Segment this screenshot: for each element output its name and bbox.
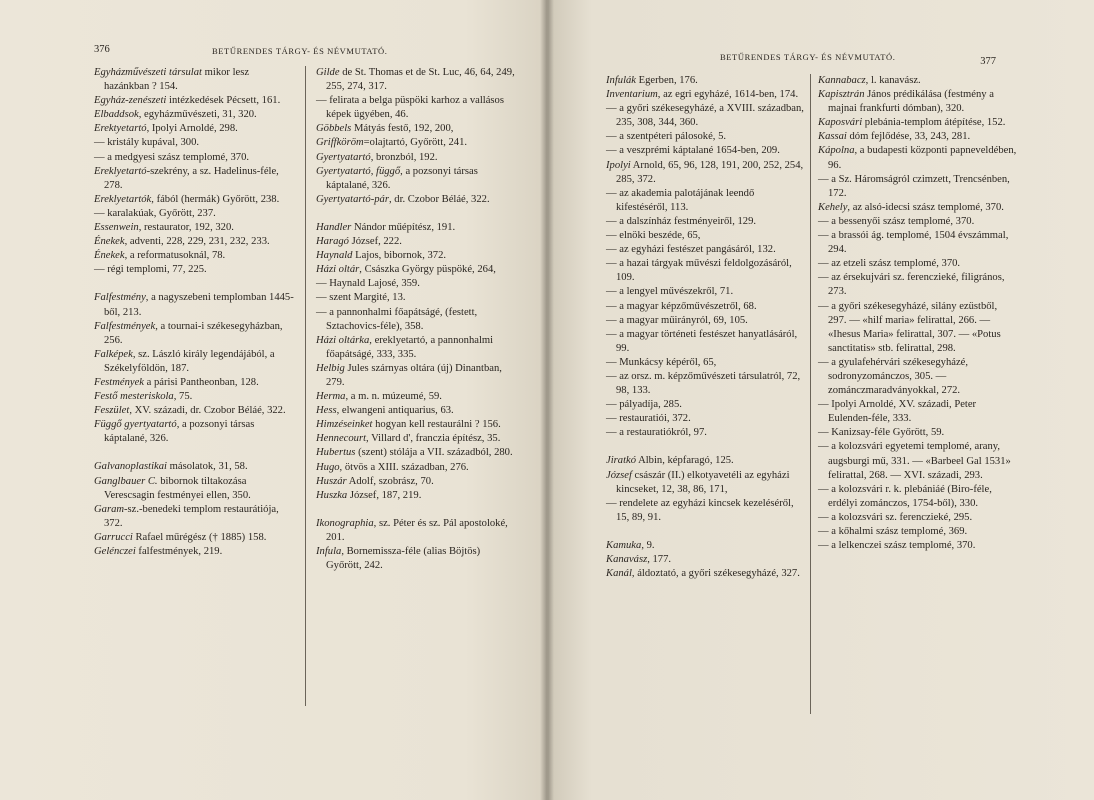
entry-text: , a pozsonyi társas káptalané, 326. xyxy=(326,165,478,191)
entry-text: — az érsekujvári sz. ferenczieké, filigrános, 273. xyxy=(818,272,1005,298)
entry-headword: Gyertyatartó-pár xyxy=(316,193,389,205)
index-entry xyxy=(94,122,294,136)
index-entry xyxy=(606,130,806,144)
index-entry xyxy=(94,136,294,150)
entry-headword: Haynald xyxy=(316,250,353,262)
entry-headword: Ereklyetartók xyxy=(94,193,152,205)
entry-headword: Hess xyxy=(316,405,337,417)
entry-text: , a pozsonyi társas káptalané, 326. xyxy=(104,419,255,445)
entry-headword: Egyház-zenészeti xyxy=(94,95,167,107)
index-entry xyxy=(316,277,516,291)
entry-text: , Ipolyi Arnoldé, 298. xyxy=(146,123,238,135)
index-column xyxy=(606,74,806,581)
entry-headword: Herma xyxy=(316,391,346,403)
entry-text: Rafael műrégész († 1885) 158. xyxy=(132,531,267,543)
index-entry xyxy=(94,320,294,348)
entry-text: , sz. Péter és sz. Pál apostoloké, 201. xyxy=(326,517,508,543)
entry-text: , az alsó-idecsi szász templomé, 370. xyxy=(847,201,1004,213)
entry-text: — szent Margité, 13. xyxy=(316,292,406,304)
entry-text: , sz. László király legendájából, a Székelyföldön, 187. xyxy=(104,348,275,374)
index-entry xyxy=(606,74,806,88)
index-entry xyxy=(94,404,294,418)
entry-headword: Hennecourt xyxy=(316,433,367,445)
entry-text: (szent) stólája a VII. századból, 280. xyxy=(355,447,513,459)
index-entry xyxy=(316,136,516,150)
entry-text: — az orsz. m. képzőművészeti társulatról, 72, 98, 133. xyxy=(606,370,801,397)
entry-text: Nándor műépítész, 191. xyxy=(351,221,456,233)
index-entry xyxy=(606,187,806,215)
entry-headword: Énekek xyxy=(94,236,125,248)
entry-headword: Énekek xyxy=(94,250,125,262)
index-entry xyxy=(316,193,516,207)
entry-text: Lajos, bibornok, 372. xyxy=(352,250,447,262)
index-entry xyxy=(94,418,294,446)
entry-text: — a magyar képzőművészetről, 68. xyxy=(606,300,757,312)
entry-text: — pályadíja, 285. xyxy=(606,399,682,411)
entry-text: dóm fejlődése, 33, 243, 281. xyxy=(846,131,971,143)
index-entry xyxy=(316,545,516,573)
entry-headword: Gelénczei xyxy=(94,546,136,557)
entry-headword: Kanavász xyxy=(606,554,648,565)
index-entry xyxy=(94,108,294,122)
entry-headword: Függő gyertyatartó xyxy=(94,419,177,431)
entry-text: , Villard d', franczia építész, 35. xyxy=(366,433,501,445)
index-entry xyxy=(818,440,1018,482)
index-entry xyxy=(316,235,516,249)
entry-headword: József xyxy=(606,469,632,481)
entry-text: József, 222. xyxy=(348,236,402,248)
index-entry xyxy=(94,460,294,474)
entry-text: , 75. xyxy=(173,391,193,403)
index-entry xyxy=(818,525,1018,539)
entry-text: — a dalszínház festményeiről, 129. xyxy=(606,215,757,227)
entry-text: — felirata a belga püspöki karhoz a vallásos képek ügyében, 46. xyxy=(316,95,504,121)
index-entry xyxy=(606,243,806,257)
running-head: BETŰRENDES TÁRGY- ÉS NÉVMUTATÓ. xyxy=(720,52,896,62)
index-entry xyxy=(818,398,1018,426)
entry-headword: Egyházművészeti társulat xyxy=(94,67,202,78)
entry-text: , a reformatusoknál, 78. xyxy=(124,250,226,262)
index-entry xyxy=(94,263,294,277)
index-entry xyxy=(606,426,806,440)
entry-text: , a budapesti központi papneveldében, 96. xyxy=(828,145,1017,171)
index-column xyxy=(818,74,1018,553)
entry-text: — a kolozsvári r. k. plebániáé (Biro-féle, erdélyi zománczos, 1754-ből), 330. xyxy=(818,483,992,509)
index-entry xyxy=(818,511,1018,525)
entry-headword: Himzéseinket xyxy=(316,419,373,431)
entry-text: , elwangeni antiquarius, 63. xyxy=(336,405,454,417)
index-entry xyxy=(606,144,806,158)
entry-headword: Falfestmény xyxy=(94,292,146,304)
entry-text: — az etzeli szász templomé, 370. xyxy=(818,258,961,270)
index-entry xyxy=(818,229,1018,257)
index-entry xyxy=(818,426,1018,440)
entry-text: — karalakúak, Győrött, 237. xyxy=(94,207,216,219)
column-divider xyxy=(810,74,811,714)
entry-headword: Gyertyatartó, függő xyxy=(316,165,401,177)
entry-text: — a kolozsvári sz. ferenczieké, 295. xyxy=(818,511,973,523)
entry-text: — a gyulafehérvári székesegyházé, sodronyzománczos, 305. — zománczmaradványokkal, 272. xyxy=(818,356,968,397)
index-entry xyxy=(818,300,1018,356)
entry-text: — Kanizsay-féle Győrött, 59. xyxy=(818,427,945,439)
index-entry xyxy=(316,461,516,475)
index-entry xyxy=(818,483,1018,511)
index-column xyxy=(94,66,294,559)
index-entry xyxy=(606,356,806,370)
entry-text: — a Sz. Háromságról czimzett, Trencsénben, 172. xyxy=(818,173,1010,199)
entry-text: , áldoztató, a győri székesegyházé, 327. xyxy=(631,568,800,580)
index-entry xyxy=(94,291,294,319)
entry-text: — Munkácsy képéről, 65, xyxy=(606,356,717,368)
entry-text: — a veszprémi káptalané 1654-ben, 209. xyxy=(606,145,780,157)
entry-text: — a magyar műirányról, 69, 105. xyxy=(606,314,748,326)
entry-text: , bronzból, 192. xyxy=(370,151,438,163)
index-entry xyxy=(94,235,294,249)
index-entry xyxy=(606,539,806,553)
index-entry xyxy=(316,94,516,122)
entry-text: — restauratiói, 372. xyxy=(606,413,691,425)
index-entry xyxy=(316,249,516,263)
entry-text: =olajtartó, Győrött, 241. xyxy=(363,137,468,149)
entry-text: — Haynald Lajosé, 359. xyxy=(316,278,420,290)
index-entry xyxy=(316,165,516,193)
entry-text: , l. kanavász. xyxy=(865,75,921,86)
entry-headword: Handler xyxy=(316,221,352,233)
entry-headword: Erektyetartó xyxy=(94,123,147,135)
entry-headword: Kanál xyxy=(606,568,632,580)
column-divider xyxy=(305,66,306,706)
entry-headword: Jiratkó xyxy=(606,455,637,467)
entry-headword: Házi oltárka xyxy=(316,334,370,346)
entry-text: mikor lesz hazánkban ? 154. xyxy=(104,67,250,93)
index-entry xyxy=(316,263,516,277)
index-entry xyxy=(606,229,806,243)
entry-headword: Huszka xyxy=(316,489,348,501)
entry-headword: Kassai xyxy=(818,131,847,143)
entry-headword: Gyertyatartó xyxy=(316,151,371,163)
index-entry xyxy=(316,404,516,418)
entry-text: hogyan kell restaurálni ? 156. xyxy=(372,419,501,431)
index-entry xyxy=(606,215,806,229)
index-entry xyxy=(94,66,294,94)
index-entry xyxy=(606,553,806,567)
entry-text: — a lengyel művészekről, 71. xyxy=(606,286,734,298)
index-entry xyxy=(606,159,806,187)
entry-text: — a győri székesegyházé, a XVIII. században, 235, 308, 344, 360. xyxy=(606,103,804,129)
index-entry xyxy=(606,257,806,285)
index-entry xyxy=(818,116,1018,130)
entry-text: János prédikálása (festmény a majnai frankfurti dómban), 320. xyxy=(828,89,994,115)
index-entry xyxy=(606,567,806,581)
index-entry xyxy=(818,356,1018,398)
entry-headword: Hubertus xyxy=(316,447,356,459)
entry-text: — a lelkenczei szász templomé, 370. xyxy=(818,540,976,552)
entry-headword: Kannabacz xyxy=(818,75,866,86)
entry-headword: Kapisztrán xyxy=(818,89,865,101)
index-entry xyxy=(818,215,1018,229)
index-entry xyxy=(94,193,294,207)
entry-text: — az akademia palotájának leendő kifestéséről, 113. xyxy=(606,187,755,213)
entry-text: — a restauratiókról, 97. xyxy=(606,427,707,439)
index-entry xyxy=(316,432,516,446)
index-entry xyxy=(94,348,294,376)
index-entry xyxy=(94,376,294,390)
index-entry xyxy=(316,306,516,334)
entry-text: Adolf, szobrász, 70. xyxy=(346,475,434,487)
index-entry xyxy=(316,489,516,503)
index-entry xyxy=(94,207,294,221)
entry-text: plebánia-templom átépítése, 152. xyxy=(862,117,1006,129)
entry-headword: Kamuka xyxy=(606,539,642,551)
index-entry xyxy=(316,517,516,545)
index-entry xyxy=(606,328,806,356)
index-entry xyxy=(606,285,806,299)
entry-text: -szekrény, a sz. Hadelinus-féle, 278. xyxy=(104,165,279,191)
entry-text: , dr. Czobor Béláé, 322. xyxy=(388,193,490,205)
entry-text: — régi templomi, 77, 225. xyxy=(94,264,207,276)
entry-text: Egerben, 176. xyxy=(636,75,698,86)
index-column xyxy=(316,66,516,573)
index-entry xyxy=(94,151,294,165)
page-number: 377 xyxy=(980,56,996,67)
entry-text: , adventi, 228, 229, 231, 232, 233. xyxy=(124,236,270,248)
entry-headword: Helbig xyxy=(316,362,345,374)
index-entry xyxy=(94,503,294,531)
entry-text: — kristály kupával, 300. xyxy=(94,137,200,149)
entry-text: , Császka György püspöké, 264, xyxy=(359,264,496,276)
index-entry xyxy=(316,446,516,460)
section-gap xyxy=(606,440,806,454)
index-entry xyxy=(94,221,294,235)
entry-headword: Huszár xyxy=(316,475,347,487)
entry-headword: Haragó xyxy=(316,236,349,248)
index-entry xyxy=(606,398,806,412)
index-entry xyxy=(606,497,806,525)
index-entry xyxy=(94,390,294,404)
index-entry xyxy=(818,201,1018,215)
entry-text: József, 187, 219. xyxy=(347,489,422,501)
entry-text: — a bessenyői szász templomé, 370. xyxy=(818,215,975,227)
entry-headword: Infula xyxy=(316,546,342,557)
entry-text: — a kolozsvári egyetemi templomé, arany, augsburgi mű, 331. — «Barbeel Gal 1531» felirattal, 268. — XVI. századi, 293. xyxy=(818,441,1011,481)
index-entry xyxy=(316,122,516,136)
index-entry xyxy=(818,271,1018,299)
index-entry xyxy=(94,545,294,559)
entry-text: Jules szárnyas oltára (új) Dinantban, 279. xyxy=(326,362,502,388)
entry-text: , egyházművészeti, 31, 320. xyxy=(138,109,257,121)
index-entry xyxy=(316,362,516,390)
entry-text: — a medgyesi szász templomé, 370. xyxy=(94,151,250,163)
entry-text: , 9. xyxy=(641,539,655,551)
entry-text: , 177. xyxy=(647,554,672,565)
entry-headword: Kaposvári xyxy=(818,117,863,129)
section-gap xyxy=(94,277,294,291)
index-entry xyxy=(606,469,806,497)
entry-text: — a brassói ág. templomé, 1504 évszámmal, 294. xyxy=(818,230,1009,256)
entry-text: , a m. n. múzeumé, 59. xyxy=(345,391,442,403)
index-entry xyxy=(818,74,1018,88)
section-gap xyxy=(316,503,516,517)
entry-text: — a kőhalmi szász templomé, 369. xyxy=(818,526,968,537)
index-entry xyxy=(818,539,1018,553)
section-gap xyxy=(94,446,294,460)
page-number: 376 xyxy=(94,44,110,55)
entry-text: , ötvös a XIII. században, 276. xyxy=(339,461,469,473)
index-entry xyxy=(818,257,1018,271)
index-entry xyxy=(316,475,516,489)
entry-text: , restaurator, 192, 320. xyxy=(138,222,234,234)
entry-headword: Falfestmények xyxy=(94,320,156,332)
entry-headword: Griffköröm xyxy=(316,137,364,149)
entry-headword: Galvanoplastikai xyxy=(94,461,167,473)
entry-text: — elnöki beszéde, 65, xyxy=(606,230,701,242)
index-entry xyxy=(94,165,294,193)
entry-text: — rendelete az egyházi kincsek kezeléséről, 15, 89, 91. xyxy=(606,497,794,523)
entry-headword: Gilde xyxy=(316,67,340,78)
entry-text: — a szentpéteri pálosoké, 5. xyxy=(606,131,727,143)
entry-headword: Feszület xyxy=(94,405,130,417)
entry-text: , ereklyetartó, a pannonhalmi főapátságé, 333, 335. xyxy=(326,334,494,360)
entry-headword: Ereklyetartó xyxy=(94,165,147,177)
index-entry xyxy=(818,144,1018,172)
entry-headword: Ganglbauer C. xyxy=(94,475,158,487)
entry-text: a párisi Pantheonban, 128. xyxy=(144,376,259,388)
index-entry xyxy=(606,454,806,468)
index-entry xyxy=(316,390,516,404)
entry-headword: Festő mesteriskola xyxy=(94,391,174,403)
entry-headword: Ipolyi xyxy=(606,159,631,171)
entry-headword: Falképek xyxy=(94,348,133,360)
entry-headword: Garam xyxy=(94,503,125,515)
entry-text: , az egri egyházé, 1614-ben, 174. xyxy=(657,89,799,101)
entry-headword: Kápolna xyxy=(818,145,855,157)
entry-text: bibornok tiltakozása Verescsagin festményei ellen, 350. xyxy=(104,475,251,501)
entry-text: — Ipolyi Arnoldé, XV. századi, Peter Eulenden-féle, 333. xyxy=(818,399,977,425)
index-entry xyxy=(606,88,806,102)
entry-text: — a magyar történeti festészet hanyatlásáról, 99. xyxy=(606,328,798,354)
entry-text: Mátyás festő, 192, 200, xyxy=(351,123,454,135)
index-entry xyxy=(606,412,806,426)
index-entry xyxy=(94,94,294,108)
entry-text: , a nagyszebeni templomban 1445-ből, 213. xyxy=(104,292,294,318)
entry-text: , Bornemissza-féle (alias Böjtös) Győrött, 242. xyxy=(326,546,481,572)
index-entry xyxy=(316,291,516,305)
entry-text: , fából (hermák) Győrött, 238. xyxy=(151,193,280,205)
entry-text: -sz.-benedeki templom restaurátiója, 372. xyxy=(104,503,279,529)
entry-headword: Házi oltár xyxy=(316,264,360,276)
entry-headword: Elbaddsok xyxy=(94,109,139,121)
index-entry xyxy=(94,249,294,263)
entry-text: , a tournai-i székesegyházban, 256. xyxy=(104,320,283,346)
running-head: BETŰRENDES TÁRGY- ÉS NÉVMUTATÓ. xyxy=(212,46,388,56)
entry-text: Arnold, 65, 96, 128, 191, 200, 252, 254, 285, 372. xyxy=(616,159,804,185)
entry-headword: Göbbels xyxy=(316,123,352,135)
index-entry xyxy=(606,102,806,130)
entry-text: de St. Thomas et de St. Luc, 46, 64, 249, 255, 274, 317. xyxy=(326,67,515,93)
index-entry xyxy=(316,334,516,362)
entry-headword: Infulák xyxy=(606,75,637,86)
index-entry xyxy=(316,66,516,94)
index-entry xyxy=(316,221,516,235)
entry-text: falfestmények, 219. xyxy=(135,546,223,557)
entry-headword: Essenwein xyxy=(94,222,139,234)
book-gutter xyxy=(540,0,554,800)
entry-headword: Ikonographia xyxy=(316,517,374,529)
index-entry xyxy=(94,531,294,545)
right-page xyxy=(548,0,1094,800)
index-entry xyxy=(316,418,516,432)
section-gap xyxy=(606,525,806,539)
entry-headword: Festmények xyxy=(94,376,144,388)
entry-text: — a pannonhalmi főapátságé, (festett, Sztachovics-féle), 358. xyxy=(316,306,478,332)
section-gap xyxy=(316,207,516,221)
index-entry xyxy=(818,130,1018,144)
index-entry xyxy=(606,314,806,328)
entry-text: Albin, képfaragó, 125. xyxy=(636,455,734,467)
entry-text: — az egyházi festészet pangásáról, 132. xyxy=(606,244,776,256)
index-entry xyxy=(606,370,806,398)
entry-text: , XV. századi, dr. Czobor Béláé, 322. xyxy=(129,405,286,417)
entry-text: császár (II.) elkotyavetéli az egyházi kincseket, 12, 38, 86, 171, xyxy=(616,469,790,495)
entry-headword: Inventarium xyxy=(606,89,658,101)
index-entry xyxy=(606,300,806,314)
index-entry xyxy=(94,475,294,503)
entry-text: intézkedések Pécsett, 161. xyxy=(166,95,281,107)
index-entry xyxy=(818,88,1018,116)
index-entry xyxy=(818,173,1018,201)
entry-text: — a győri székesegyházé, silány ezüstből, 297. — «hilf maria» felirattal, 266. — «Ihesus Maria» felirattal, 307. — «Potus sanctitatis» stb. felirattal, 298. xyxy=(818,300,1001,354)
index-entry xyxy=(316,151,516,165)
entry-headword: Hugo xyxy=(316,461,340,473)
entry-headword: Kehely xyxy=(818,201,848,213)
entry-headword: Garrucci xyxy=(94,531,133,543)
entry-text: — a hazai tárgyak művészi feldolgozásáról, 109. xyxy=(606,258,792,284)
entry-text: másolatok, 31, 58. xyxy=(166,461,248,473)
